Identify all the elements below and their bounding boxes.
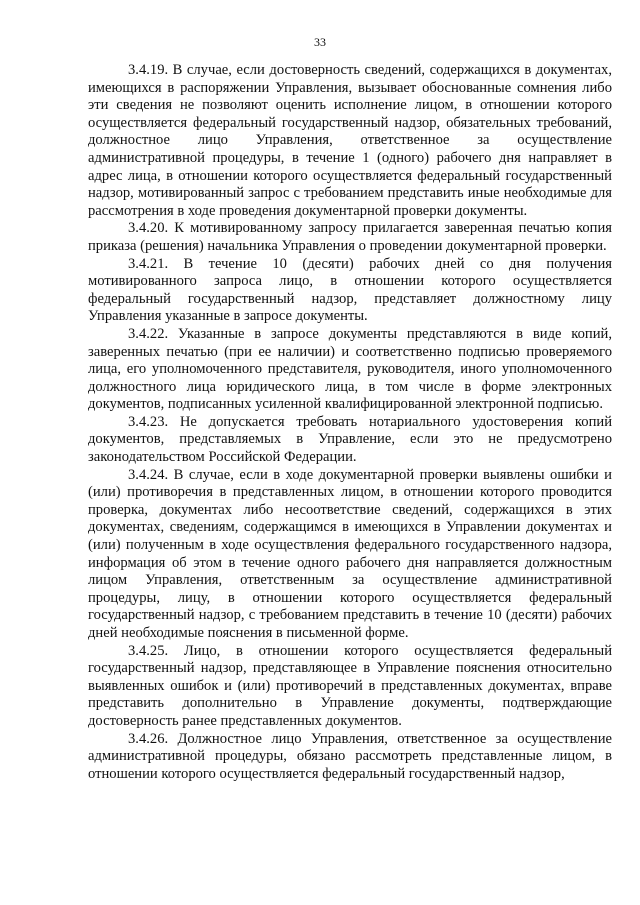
page-number: 33 [314, 35, 326, 49]
paragraph-3-4-23: 3.4.23. Не допускается требовать нотариального удостоверения копий документов, представляемых в Управление, если это не предусмотрено законодательством Российской Федерации. [88, 413, 612, 466]
paragraph-3-4-21: 3.4.21. В течение 10 (десяти) рабочих дней со дня получения мотивированного запроса лицо, в отношении которого осуществляется федеральный государственный надзор, представляет должностному лицу Управления указанные в запросе документы. [88, 255, 612, 325]
paragraph-3-4-25: 3.4.25. Лицо, в отношении которого осуществляется федеральный государственный надзор, представляющее в Управление пояснения относительно выявленных ошибок и (или) противоречий в представленных документах, вправе представить дополнительно в Управление документы, подтверждающие достоверность ранее представленных документов. [88, 642, 612, 729]
paragraph-3-4-19: 3.4.19. В случае, если достоверность сведений, содержащихся в документах, имеющихся в распоряжении Управления, вызывает обоснованные сомнения либо эти сведения не позволяют оценить исполнение лицом, в отношении которого осуществляется федеральный государственный надзор, обязательных требований, должностное лицо Управления, ответственное за осуществление административной процедуры, в течение 1 (одного) рабочего дня направляет в адрес лица, в отношении которого осуществляется федеральный государственный надзор, мотивированный запрос с требованием представить иные необходимые для рассмотрения в ходе проведения документарной проверки документы. [88, 62, 612, 219]
paragraph-3-4-26: 3.4.26. Должностное лицо Управления, ответственное за осуществление административной процедуры, обязано рассмотреть представленные лицом, в отношении которого осуществляется федеральный государственный надзор, [88, 730, 612, 782]
paragraph-3-4-24: 3.4.24. В случае, если в ходе документарной проверки выявлены ошибки и (или) противоречия в представленных лицом, в отношении которого проводится проверка, документах либо несоответствие сведений, содержащихся в этих документах, сведениям, содержащимся в имеющихся в Управлении документах и (или) полученным в ходе осуществления федерального государственного надзора, информация об этом в течение одного рабочего дня направляется должностным лицом Управления, ответственным за осуществление административной процедуры, лицу, в отношении которого осуществляется федеральный государственный надзор, с требованием представить в течение 10 (десяти) рабочих дней необходимые пояснения в письменной форме. [88, 466, 612, 641]
document-body [88, 62, 612, 783]
paragraph-3-4-20: 3.4.20. К мотивированному запросу прилагается заверенная печатью копия приказа (решения) начальника Управления о проведении документарной проверки. [88, 220, 612, 254]
paragraph-3-4-22: 3.4.22. Указанные в запросе документы представляются в виде копий, заверенных печатью (при ее наличии) и соответственно подписью проверяемого лица, его уполномоченного представителя, руководителя, иного уполномоченного должностного лица юридического лица, в том числе в форме электронных документов, подписанных усиленной квалифицированной электронной подписью. [88, 325, 612, 413]
